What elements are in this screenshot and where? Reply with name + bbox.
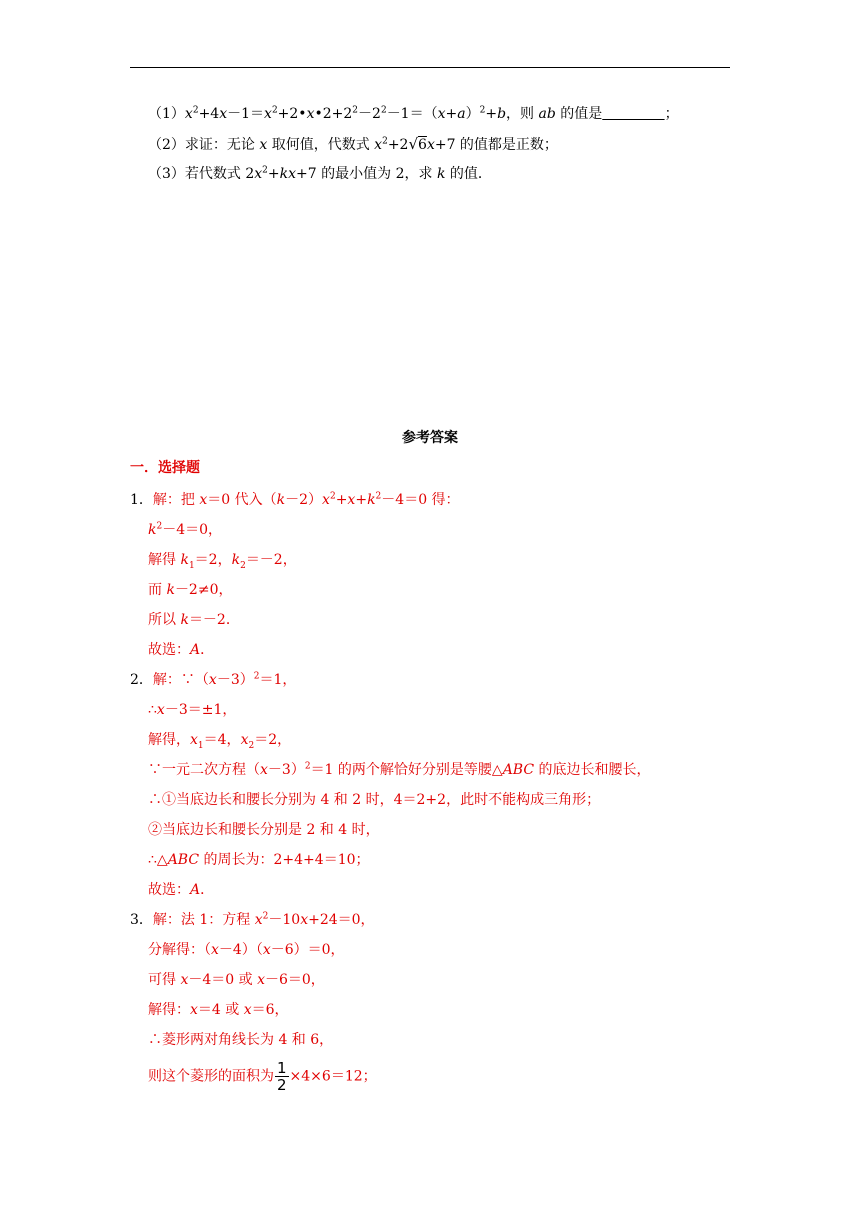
answer-2-line-3: 解得，$x_1=4$，$x_2=2$， bbox=[148, 732, 292, 751]
header-rule bbox=[130, 67, 730, 68]
answer-3-line-5: ∴菱形两对角线长为 4 和 6， bbox=[148, 1032, 334, 1048]
question-1: $(1)x^2+4x-1=x^2+2•x•2+2^2-2^2-1=(x+a)^2+b$，则 ab 的值是 ； bbox=[148, 105, 679, 122]
answer-1-line-1: 1．解：把 x＝0 代入$(k-2)x^2+x+k^2-4=0$ 得： bbox=[130, 491, 460, 508]
answer-2-line-7: ∴△ABC 的周长为：2+4+4＝10； bbox=[148, 852, 370, 868]
answer-3-line-2: 分解得：（x－4）（x－6）＝0， bbox=[148, 942, 345, 958]
answer-2-line-1: 2．解：$\because(x-3)^2=1$， bbox=[130, 671, 297, 688]
answer-3-line-3: 可得 x－4＝0 或 x－6＝0， bbox=[148, 972, 325, 988]
answer-2-line-5: ∴①当底边长和腰长分别为 4 和 2 时，4＝2+2，此时不能构成三角形； bbox=[148, 792, 601, 808]
answer-2-line-2: ∴x－3＝±1， bbox=[148, 702, 237, 718]
answer-1-line-3: 解得 $k_1=2$，$k_2=-2$， bbox=[148, 552, 297, 571]
answer-2-line-6: ②当底边长和腰长分别是 2 和 4 时， bbox=[148, 822, 380, 838]
answer-2-line-4: ∵一元二次方程$(x-3)^2=1$ 的两个解恰好分别是等腰△ABC 的底边长和腰长， bbox=[148, 761, 651, 778]
section-heading: 一．选择题 bbox=[130, 460, 200, 476]
answer-3-line-4: 解得：x＝4 或 x＝6， bbox=[148, 1002, 289, 1018]
question-2: （2）求证：无论 x 取何值，代数式 $x^2+2√6x+7$ 的值都是正数； bbox=[148, 135, 558, 153]
answer-1-line-6: 故选：A． bbox=[148, 642, 215, 658]
fraction-one-half: $\frac{1}{2}$ bbox=[277, 1059, 287, 1094]
answer-1-line-5: 所以 k＝－2． bbox=[148, 612, 240, 628]
answer-1-line-2: $k^2-4=0$， bbox=[148, 521, 223, 538]
answer-2-line-8: 故选：A． bbox=[148, 882, 215, 898]
answer-3-line-1: 3．解：法 1：方程 $x^2-10x+24=0$， bbox=[130, 911, 375, 928]
answers-title: 参考答案 bbox=[402, 430, 458, 446]
question-3: （3）若代数式 $2x^2+kx+7$ 的最小值为 2，求 k 的值． bbox=[148, 165, 492, 182]
answer-1-line-4: 而 k－2≠0， bbox=[148, 582, 233, 598]
answer-3-line-6: 则这个菱形的面积为 $\frac{1}{2}$ ×4×6＝12； bbox=[148, 1059, 377, 1094]
